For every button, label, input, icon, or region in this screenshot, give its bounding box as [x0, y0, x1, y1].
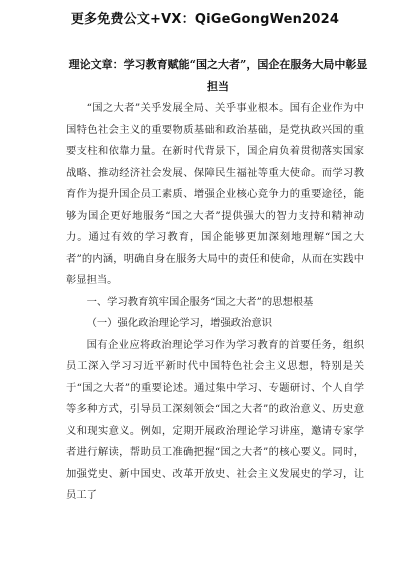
section-heading: 一、学习教育筑牢国企服务“国之大者”的思想根基 [86, 295, 314, 308]
document-body [66, 98, 364, 507]
subsection-heading: （一）强化政治理论学习，增强政治意识 [86, 317, 272, 329]
body-paragraph: 国有企业应将政治理论学习作为学习教育的首要任务，组织员工深入学习习近平新时代中国特色社会主义思想，特别是关于“国之大者”的重要论述。通过集中学习、专题研讨、个人自学等多种方式，引导员工深刻领会“国之大者”的政治意义、历史意义和现实意义。例如，定期开展政治理论学习讲座，邀请专家学者进行解读，帮助员工准确把握“国之大者”的核心要义。同时，加强党史、新中国史、改革开放史、社会主义发展史的学习，让员工了 [66, 338, 364, 501]
watermark-header: 更多免费公文+VX：QiGeGongWen2024 [70, 12, 340, 27]
document-title: 理论文章：学习教育赋能“国之大者”，国企在服务大局中彰显担当 [68, 58, 368, 93]
body-paragraph: “国之大者”关乎发展全局、关乎事业根本。国有企业作为中国特色社会主义的重要物质基础和政治基础，是党执政兴国的重要支柱和依靠力量。在新时代背景下，国企肩负着贯彻落实国家战略、推动经济社会发展、保障民生福祉等重大使命。而学习教育作为提升国企员工素质、增强企业核心竞争力的重要途径，能够为国企更好地服务“国之大者”提供强大的智力支持和精神动力。通过有效的学习教育，国企能够更加深刻地理解“国之大者”的内涵，明确自身在服务大局中的责任和使命，从而在实践中彰显担当。 [66, 102, 364, 286]
